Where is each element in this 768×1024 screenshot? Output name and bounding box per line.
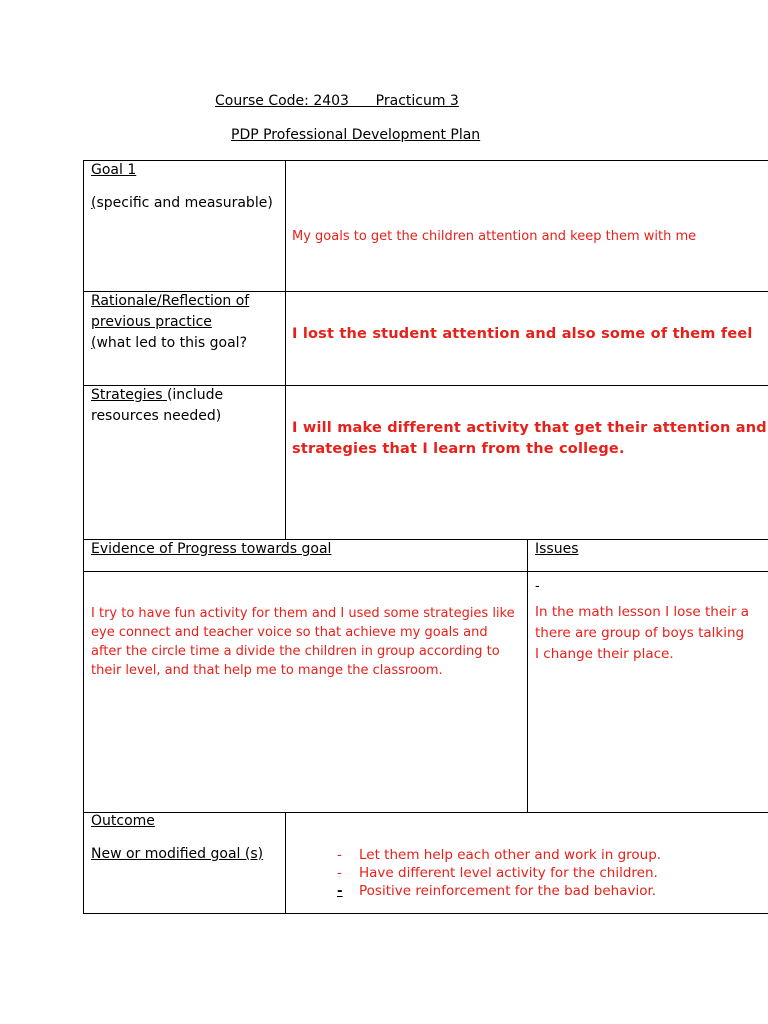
rationale-label: [91, 291, 281, 354]
outcome-list: [337, 846, 767, 900]
table-rule: [83, 571, 768, 572]
issues-label: Issues: [535, 541, 579, 557]
strategies-label: [91, 385, 281, 427]
rationale-title: Rationale/Reflection of previous practice: [91, 293, 250, 330]
table-border-bottom: [83, 913, 768, 914]
goal-title: Goal 1: [91, 162, 137, 178]
plan-title: PDP Professional Development Plan: [231, 127, 481, 143]
evidence-text: I try to have fun activity for them and I used some strategies like eye connect and teacher voice so that achieve my goals and after the circle time a divide the children in group according to their level, and that help me to mange the classroom.: [91, 606, 515, 678]
table-border-left: [83, 160, 84, 914]
rationale-text: I lost the student attention and also some of them feel: [292, 326, 753, 342]
goal-sub-label: (specific and measurable): [91, 195, 273, 211]
strategies-text: [292, 418, 767, 460]
table-column-divider: [285, 160, 286, 540]
issues-line1: In the math lesson I lose their a: [535, 604, 750, 620]
strategies-text-line1: I will make different activity that get their attention and: [292, 420, 767, 436]
goal-text: My goals to get the children attention and keep them with me: [292, 229, 697, 244]
issues-line2: there are group of boys talking: [535, 625, 745, 641]
table-column-divider: [527, 539, 528, 813]
outcome-item: - Have different level activity for the children.: [337, 865, 658, 881]
strategies-text-line2: strategies that I learn from the college.: [292, 441, 625, 457]
issues-line3: I change their place.: [535, 646, 674, 662]
course-code-line: Course Code: 2403 Practicum 3: [215, 93, 459, 109]
rationale-sub-label: (what led to this goal?: [91, 335, 248, 351]
strategies-sub-label: (include resources needed): [91, 387, 224, 424]
outcome-sub-label: New or modified goal (s): [91, 846, 264, 862]
issues-text: [535, 602, 749, 665]
goal-label: [91, 160, 281, 214]
outcome-item: - Let them help each other and work in group.: [337, 847, 662, 863]
outcome-title: Outcome: [91, 813, 155, 829]
outcome-label: [91, 811, 281, 865]
issues-dash: -: [535, 579, 540, 594]
strategies-title: Strategies: [91, 387, 167, 403]
outcome-item: - Positive reinforcement for the bad behavior.: [337, 883, 657, 899]
evidence-label: Evidence of Progress towards goal: [91, 541, 332, 557]
table-column-divider: [285, 812, 286, 914]
